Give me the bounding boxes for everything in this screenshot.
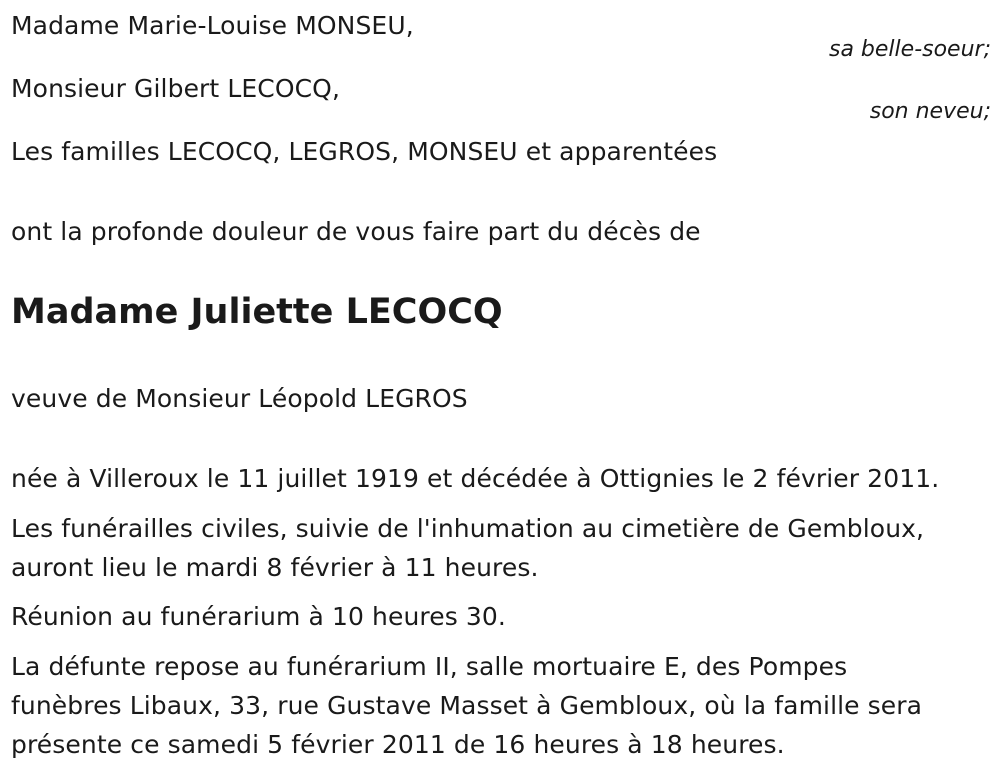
repose-line: funèbres Libaux, 33, rue Gustave Masset à Gembloux, où la famille sera (11, 691, 923, 720)
announcement-line: ont la profonde douleur de vous faire part du décès de (11, 217, 701, 246)
repose-line: présente ce samedi 5 février 2011 de 16 heures à 18 heures. (11, 730, 785, 759)
mourner-relation: son neveu; (869, 99, 991, 124)
funeral-line: auront lieu le mardi 8 février à 11 heures. (11, 553, 539, 582)
funeral-paragraph (11, 509, 986, 587)
families-line: Les familles LECOCQ, LEGROS, MONSEU et apparentées (11, 137, 718, 166)
mourner-name: Madame Marie-Louise MONSEU, (11, 11, 414, 40)
deceased-name: Madame Juliette LECOCQ (11, 292, 503, 332)
widow-of-line: veuve de Monsieur Léopold LEGROS (11, 384, 468, 413)
gathering-line: Réunion au funérarium à 10 heures 30. (11, 602, 506, 631)
repose-paragraph (11, 647, 986, 764)
funeral-line: Les funérailles civiles, suivie de l'inhumation au cimetière de Gembloux, (11, 514, 925, 543)
mourner-name: Monsieur Gilbert LECOCQ, (11, 74, 341, 103)
mourner-relation: sa belle-soeur; (829, 37, 991, 62)
repose-line: La défunte repose au funérarium II, salle mortuaire E, des Pompes (11, 652, 848, 681)
birth-death-line: née à Villeroux le 11 juillet 1919 et décédée à Ottignies le 2 février 2011. (11, 464, 940, 493)
